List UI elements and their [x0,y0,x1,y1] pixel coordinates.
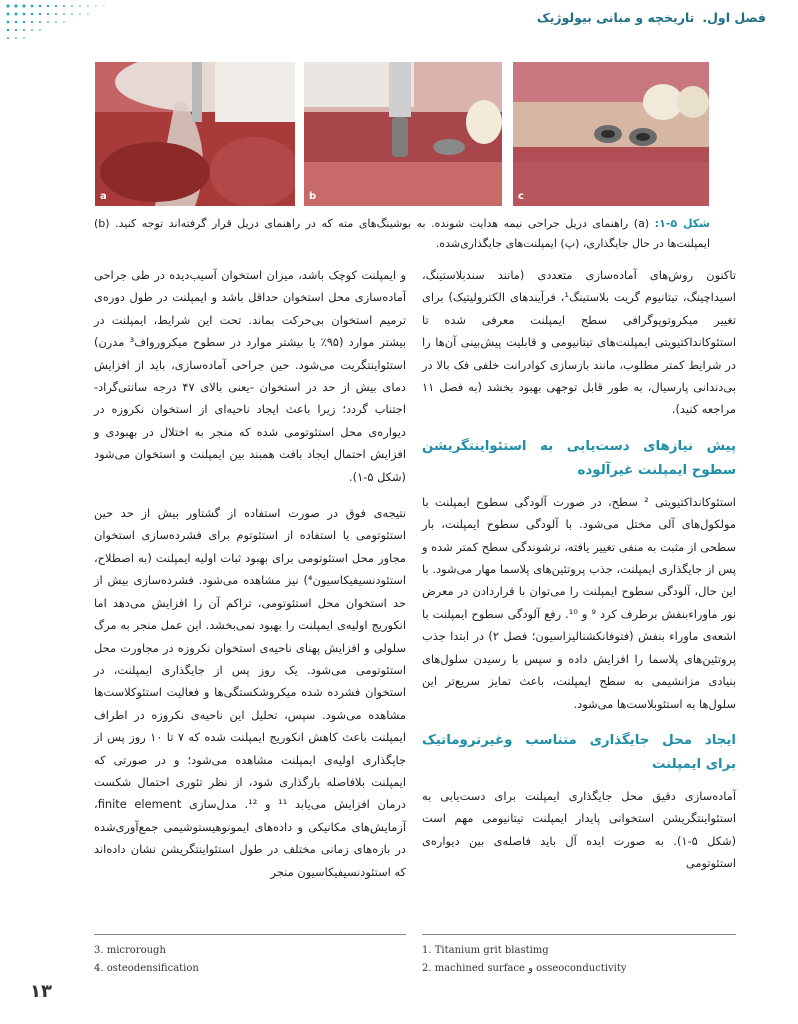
footnotes-right [422,942,627,978]
paragraph: آماده‌سازی دقیق محل جایگذاری ایمپلنت برای دست‌یابی به استئواینتگریشن استخوانی پایدار ایمپلنت تیتانیومی مهم است (شکل ۵-۱). به صورت ایده آل باید فاصله‌ی بین دیواره‌ی استئوتومی [422,788,737,871]
section-heading: پیش نیازهای دست‌یابی به استئواینتگریشن سطوح ایمپلنت غیرآلوده [422,438,736,478]
photo-b [304,62,502,206]
footnote: 3. microrough [94,945,166,956]
photo-c-label: c [518,191,524,202]
photo-c-image [513,62,709,206]
right-column [422,264,736,875]
paragraph: نتیجه‌ی فوق در صورت استفاده از گشتاور بیش از حد حین استئوتومی یا استفاده از استئوتوم برای فشرده‌سازی استخوان مجاور محل استئوتومی برای بهبود ثبات اولیه ایمپلنت (به اصطلاح، استئودنسیفیکاسیون⁴) نیز مشاهده می‌شود. فشرده‌سازی بیش از حد استخوان محل استئوتومی، تراکم آن را افزایش می‌دهد اما انکوریج اولیه‌ی ایمپلنت را بهبود نمی‌بخشد. این عمل منجر به مرگ سلولی و افزایش پهنای ناحیه‌ی استخوان نکروزه در مجاورت محل استئوتومی می‌شود. یک روز پس از جایگذاری ایمپلنت، در استخوان فشرده شده میکروشکستگی‌ها و فعالیت استئوکلاست‌ها مشاهده می‌شود. سپس، تحلیل این ناحیه‌ی نکروزه در اطراف ایمپلنت باعث کاهش انکوریج ایمپلنت شده که ۷ تا ۱۰ روز پس از جایگذاری اولیه‌ی ایمپلنت مشاهده می‌شود؛ و در صورتی که ایمپلنت بلافاصله بارگذاری شود، از نظر تئوری احتمال شکست درمان افزایش می‌یابد ¹¹ و ¹². مدل‌سازی finite element، آزمایش‌های مکانیکی و داده‌های ایمونوهیستوشیمی جمع‌آوری‌شده در بازه‌های زمانی مختلف در طول استئواینتگریشن نشان داده‌اند که استئودنسیفیکاسیون منجر [94,506,407,879]
running-header [537,10,766,25]
photo-b-image [304,62,502,206]
page-number: ۱۳ [30,981,52,1002]
figure-photos [95,62,709,206]
chapter-label: فصل اول. [702,10,766,25]
section-heading: ایجاد محل جایگذاری متناسب وغیرتروماتیک برای ایمپلنت [422,732,736,772]
footnote: 4. osteodensification [94,963,199,974]
photo-c [513,62,709,206]
decorative-dots [0,0,220,42]
paragraph: تاکنون روش‌های آماده‌سازی متعددی (مانند سندبلاستینگ، اسیداچینگ، تیتانیوم گریت بلاستینگ¹، فرآیندهای الکترولیتیک) برای تغییر میکروتوپوگرافی سطح ایمپلنت معرفی شده تا استئوکانداکتیویتی ایمپلنت‌های تیتانیومی و قابلیت پیش‌بینی آن‌ها را در شرایط کمتر مطلوب، مانند بازسازی کوادرانت خلفی فک بالا در بی‌دندانی پارسیال، به طور قابل توجهی بهبود بخشد (به فصل ۱۱ مراجعه کنید). [422,268,736,417]
paragraph: و ایمپلنت کوچک باشد، میزان استخوان آسیب‌دیده در طی جراحی آماده‌سازی محل استخوان حداقل باشد و ایمپلنت در طول دوره‌ی ترمیم استخوان بی‌حرکت بماند. تحت این شرایط، ایمپلنت در بیشتر موارد (۹۵٪ یا بیشتر موارد در سطوح میکرورواف³ مدرن) استئواینتگریت می‌شود. حین جراحی آماده‌سازی، باید از افزایش دمای بیش از حد در استخوان -یعنی بالای ۴۷ درجه سانتی‌گراد- اجتناب گردد؛ زیرا باعث ایجاد ناحیه‌ای از استخوان نکروزه در دیواره‌ی محل استئوتومی شده که منجر به اختلال در بهبودی و افزایش احتمال ایجاد بافت همبند بین ایمپلنت و استخوان می‌شود (شکل ۵-۱). [94,268,407,484]
chapter-subtitle: تاریخچه و مبانی بیولوژیک [536,10,695,25]
figure-caption [94,214,710,254]
footnote-divider [422,934,736,935]
figure-caption-label: شکل ۵-۱: [654,217,710,230]
footnote-divider [94,934,406,935]
photo-a-image [95,62,295,206]
figure-caption-text: (a) راهنمای دریل جراحی نیمه هدایت شونده. به بوشینگ‌های مته که در راهنمای دریل قرار گرفته‌اند توجه کنید. (b) ایمپلنت‌ها در حال جایگذاری، (پ) ایمپلنت‌های جایگذاری‌شده. [94,217,710,250]
footnote: 2. machined surface و osseoconductivity [422,963,627,974]
footnotes-left [94,942,199,978]
photo-a-label: a [100,191,107,202]
footnote: 1. Titanium grit blastimg [422,945,549,956]
photo-a [95,62,295,206]
paragraph: استئوکانداکتیویتی ² سطح، در صورت آلودگی سطوح ایمپلنت با مولکول‌های آلی مختل می‌شود. با آلودگی سطوح ایمپلنت، بار سطحی از مثبت به منفی تغییر یافته، ترشوندگی سطح کمتر شده و پس از جایگذاری ایمپلنت، جذب پروتئین‌های پلاسما مهار می‌شود. با این حال، آلودگی سطوح ایمپلنت را می‌توان با قراردادن در معرض نور ماوراءبنفش برطرف کرد ⁹ و ¹⁰. رفع آلودگی سطوح ایمپلنت با اشعه‌ی ماوراء بنفش (فتوفانکشنالیزاسیون؛ فصل ۲) در ابتدا جذب پروتئین‌های پلاسما را افزایش داده و سپس با رسیدن سلول‌های بنیادی مزانشیمی به سطح ایمپلنت، باعث تمایز سریع‌تر این سلول‌ها به استئوبلاست‌ها می‌شود. [422,494,736,711]
left-column [94,264,406,883]
photo-b-label: b [309,191,317,202]
